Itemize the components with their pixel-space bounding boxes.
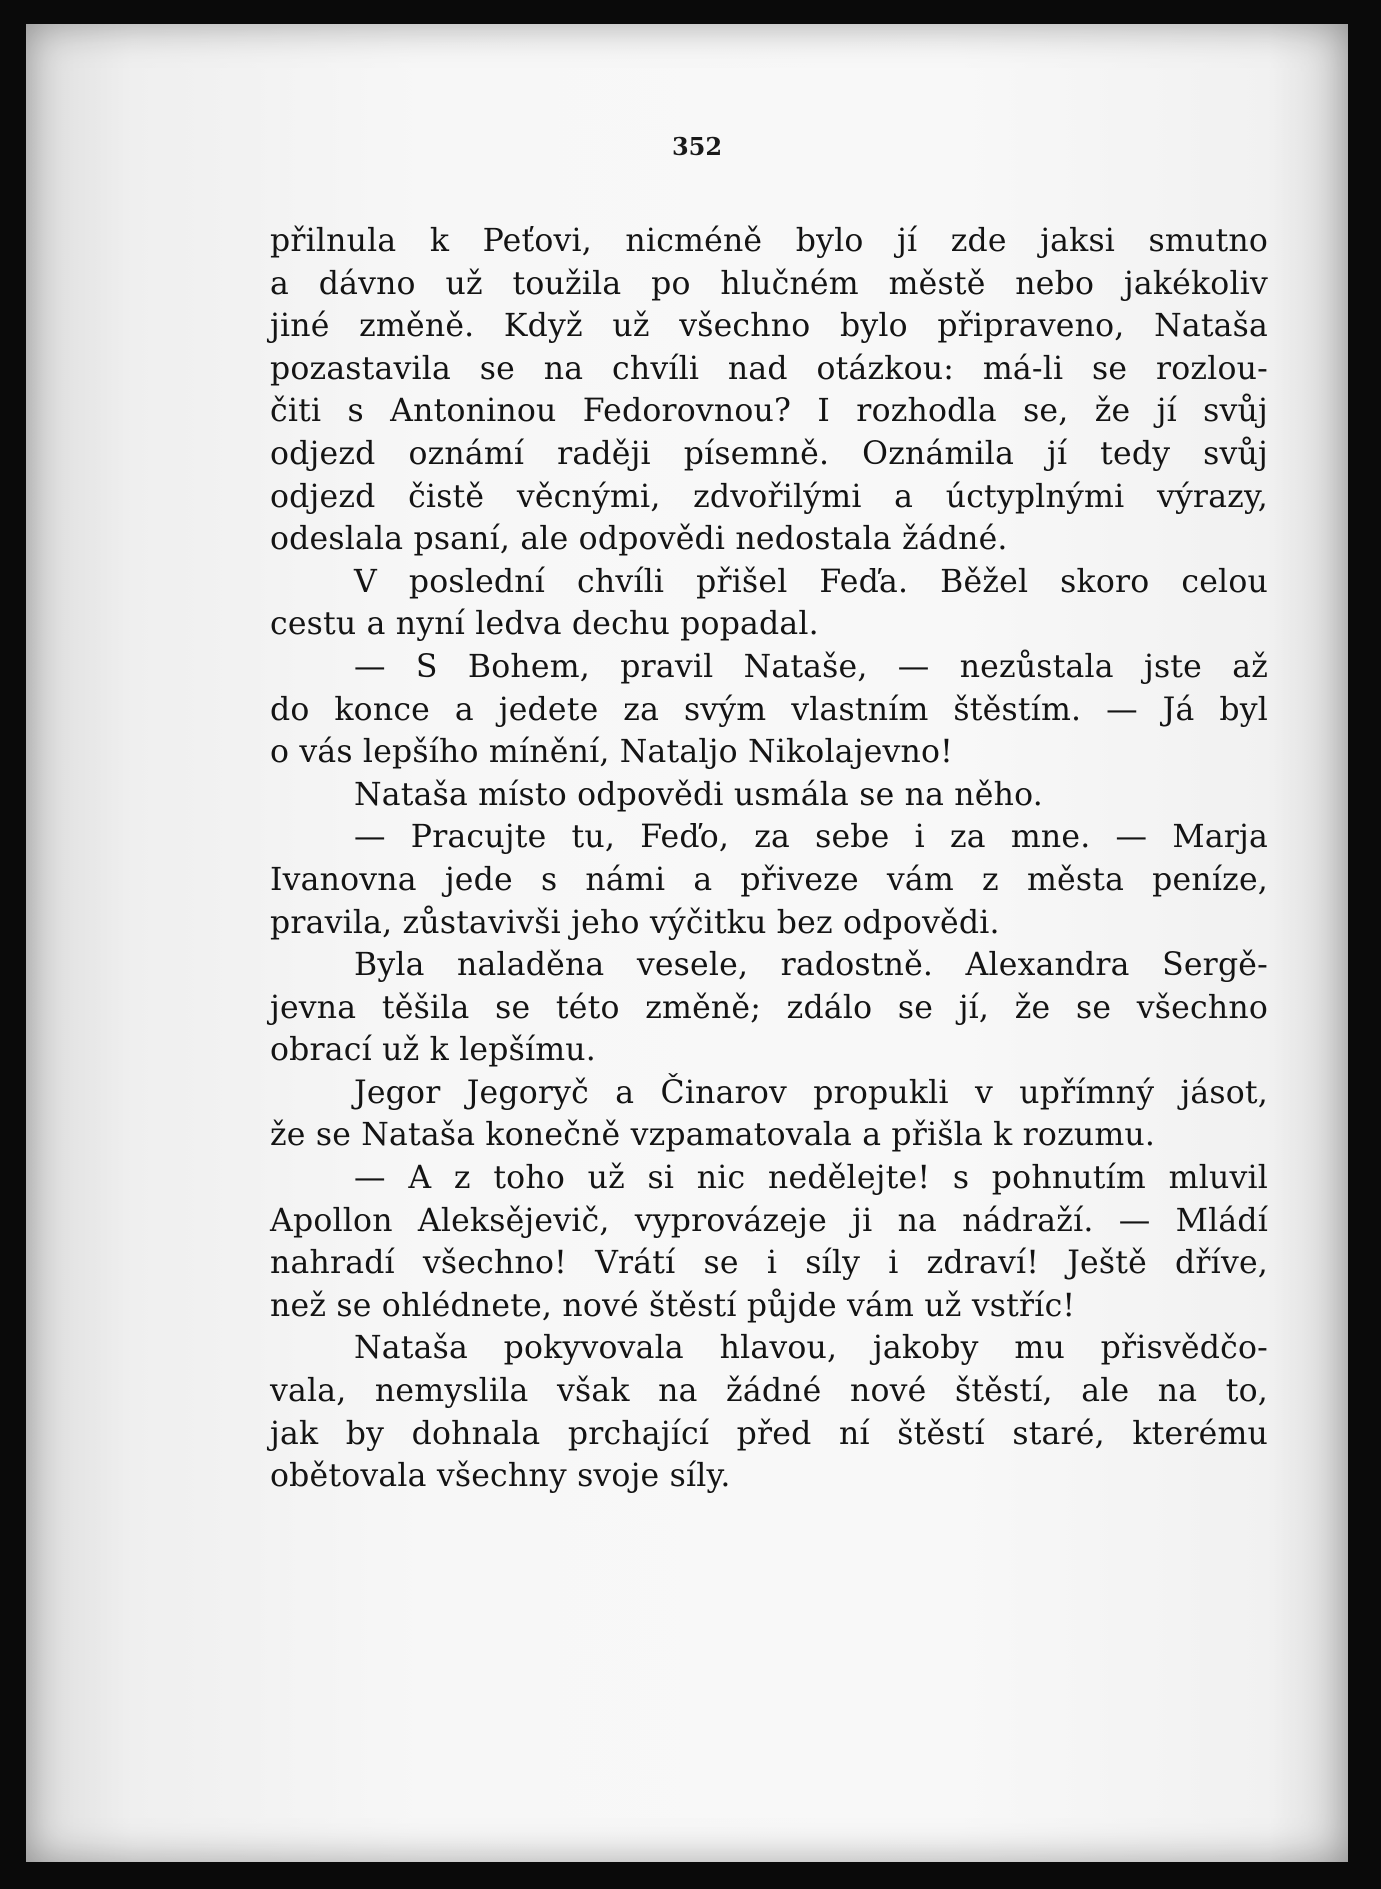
text-line: přilnula k Peťovi, nicméně bylo jí zde jaksi smutno [270, 223, 1268, 259]
text-line: V poslední chvíli přišel Feďa. Běžel skoro celou [354, 563, 1268, 600]
text-line: cestu a nyní ledva dechu popadal. [270, 606, 819, 643]
book-page [26, 24, 1348, 1862]
text-line: odeslala psaní, ale odpovědi nedostala žádné. [270, 521, 1008, 558]
text-line: — Pracujte tu, Feďo, za sebe i za mne. — Marja [354, 819, 1268, 856]
text-line: Apollon Aleksějevič, vyprovázeje ji na nádraží. — Mládí [270, 1202, 1268, 1239]
text-line: Jegor Jegoryč a Činarov propukli v upřímný jásot, [354, 1074, 1268, 1111]
text-line: odjezd oznámí raději písemně. Oznámila jí tedy svůj [270, 435, 1268, 472]
page-number: 352 [671, 132, 723, 161]
text-line: Nataša pokyvovala hlavou, jakoby mu přisvědčo- [354, 1330, 1268, 1367]
text-line: nahradí všechno! Vrátí se i síly i zdraví! Ještě dříve, [270, 1245, 1268, 1282]
text-line: jak by dohnala prchající před ní štěstí staré, kterému [270, 1415, 1268, 1452]
text-line: jevna těšila se této změně; zdálo se jí, že se všechno [270, 989, 1268, 1026]
text-line: vala, nemyslila však na žádné nové štěstí, ale na to, [270, 1373, 1268, 1410]
text-line: obětovala všechny svoje síly. [270, 1458, 731, 1495]
text-line: odjezd čistě věcnými, zdvořilými a úctyplnými výrazy, [270, 478, 1268, 515]
text-line: pravila, zůstavivši jeho výčitku bez odpovědi. [270, 904, 1000, 941]
text-line: čiti s Antoninou Fedorovnou? I rozhodla se, že jí svůj [270, 393, 1268, 430]
body-text [270, 220, 1268, 1498]
text-line: o vás lepšího mínění, Nataljo Nikolajevno! [270, 734, 954, 771]
text-line: — A z toho už si nic nedělejte! s pohnutím mluvil [354, 1160, 1268, 1197]
text-line: obrací už k lepšímu. [270, 1032, 596, 1069]
text-line: Ivanovna jede s námi a přiveze vám z města peníze, [270, 861, 1268, 898]
text-line: do konce a jedete za svým vlastním štěstím. — Já byl [270, 691, 1268, 728]
text-line: Byla naladěna vesele, radostně. Alexandra Sergě- [354, 947, 1268, 984]
text-line: že se Nataša konečně vzpamatovala a přišla k rozumu. [270, 1117, 1156, 1154]
text-line: Nataša místo odpovědi usmála se na něho. [354, 776, 1043, 813]
text-line: a dávno už toužila po hlučném městě nebo jakékoliv [270, 265, 1268, 302]
text-line: než se ohlédnete, nové štěstí půjde vám už vstříc! [270, 1287, 1076, 1324]
text-line: jiné změně. Když už všechno bylo připraveno, Nataša [270, 308, 1268, 345]
text-line: — S Bohem, pravil Nataše, — nezůstala jste až [354, 648, 1268, 685]
text-line: pozastavila se na chvíli nad otázkou: má-li se rozlou- [270, 350, 1268, 387]
